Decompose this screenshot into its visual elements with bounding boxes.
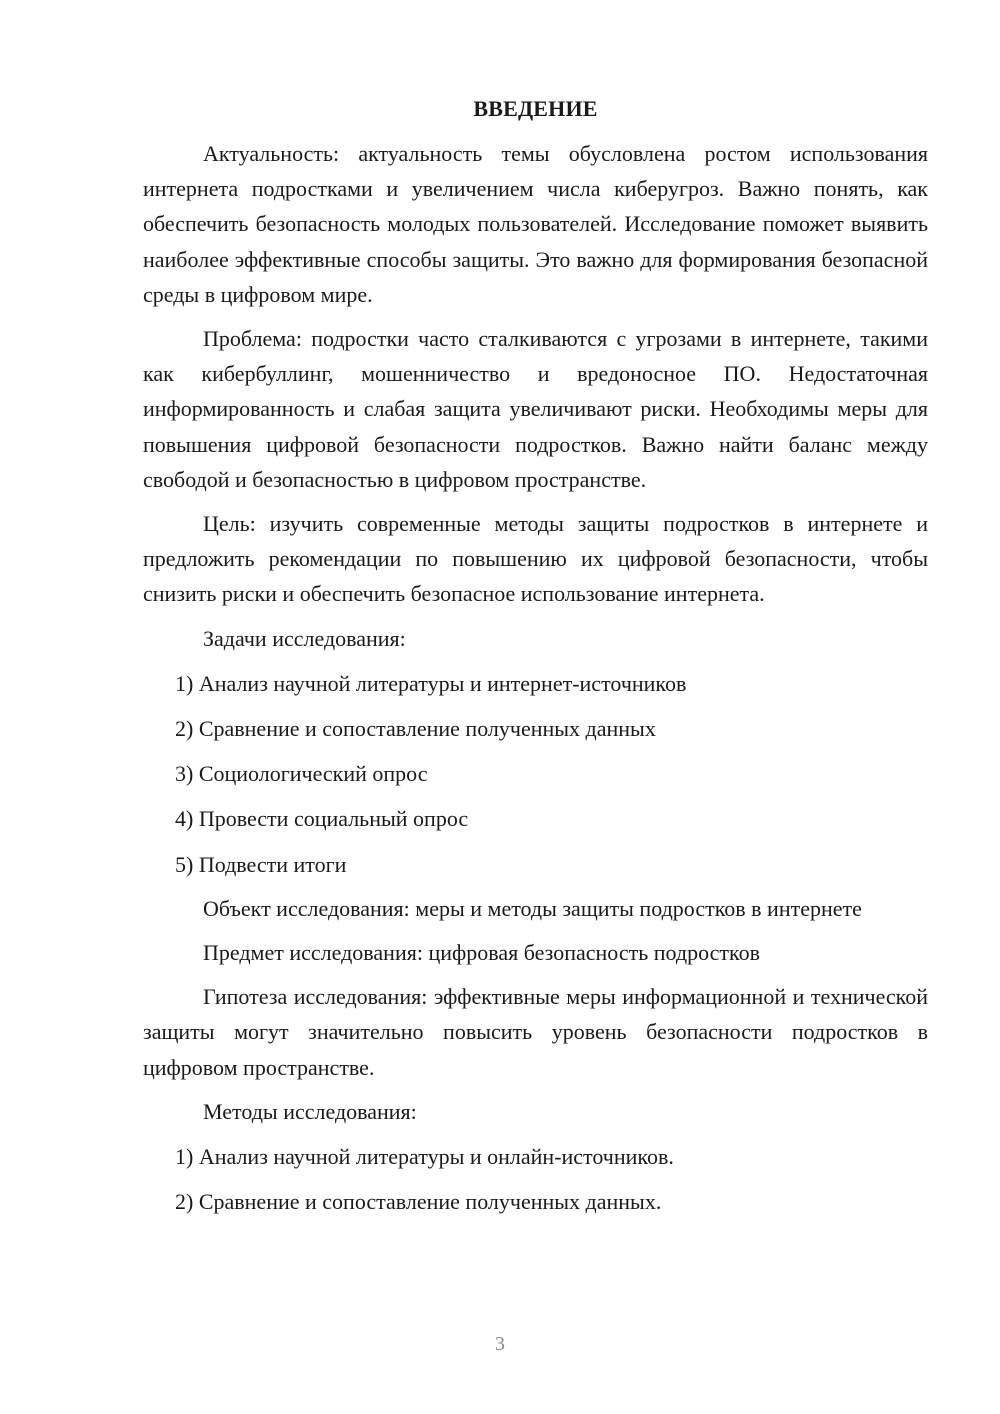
document-page [143,92,928,1219]
page-title: ВВЕДЕНИЕ [473,96,598,121]
task-item: 3) Социологический опрос [175,761,428,787]
goal-paragraph: Цель: изучить современные методы защиты подростков в интернете и предложить рекомендации по повышению их цифровой безопасности, чтобы снизить риски и обеспечить безопасное использование интернета. [143,511,928,607]
problem-paragraph: Проблема: подростки часто сталкиваются с угрозами в интернете, такими как кибербуллинг, мошенничество и вредоносное ПО. Недостаточная информированность и слабая защита увеличивают риски. Необходимы меры для повышения цифровой безопасности подростков. Важно найти баланс между свободой и безопасностью в цифровом пространстве. [143,326,928,492]
methods-title: Методы исследования: [203,1098,417,1124]
page-number: 3 [495,1333,505,1355]
task-item: 1) Анализ научной литературы и интернет-источников [175,670,687,696]
method-item: 1) Анализ научной литературы и онлайн-источников. [175,1144,674,1170]
task-item: 2) Сравнение и сопоставление полученных данных [175,716,656,742]
tasks-title: Задачи исследования: [203,625,406,651]
task-item: 4) Провести социальный опрос [175,806,469,832]
task-item: 5) Подвести итоги [175,851,347,877]
subject-paragraph: Предмет исследования: цифровая безопасность подростков [203,940,760,966]
method-item: 2) Сравнение и сопоставление полученных данных. [175,1189,662,1215]
actuality-paragraph: Актуальность: актуальность темы обусловлена ростом использования интернета подростками и увеличением числа киберугроз. Важно понять, как обеспечить безопасность молодых пользователей. Исследование поможет выявить наиболее эффективные способы защиты. Это важно для формирования безопасной среды в цифровом мире. [143,141,928,307]
hypothesis-paragraph: Гипотеза исследования: эффективные меры информационной и технической защиты могут значительно повысить уровень безопасности подростков в цифровом пространстве. [143,984,928,1080]
object-paragraph: Объект исследования: меры и методы защиты подростков в интернете [203,895,862,921]
